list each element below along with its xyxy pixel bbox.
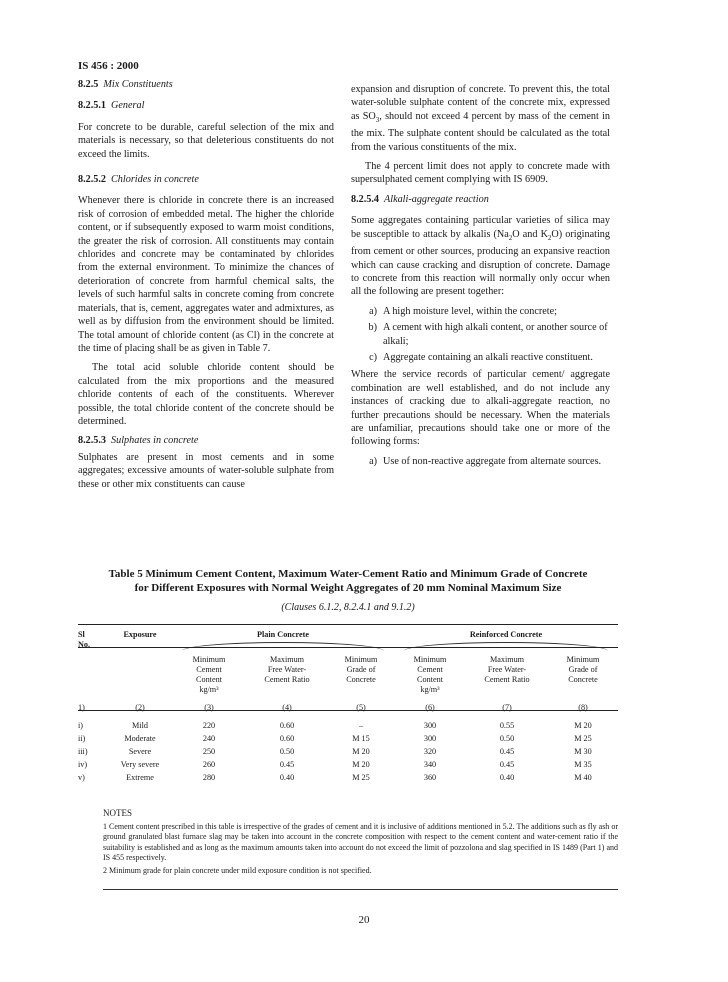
table-cell: M 20 <box>352 760 370 769</box>
table-cell: M 25 <box>352 773 370 782</box>
table-cell: Mild <box>132 721 148 730</box>
table-cell: 0.40 <box>279 773 295 782</box>
header-cell: Plain Concrete <box>172 630 394 651</box>
table-cell: Very severe <box>120 760 160 769</box>
table-cell: 0.45 <box>499 747 515 756</box>
table-cell: (5) <box>356 703 366 712</box>
table-cell: 260 <box>202 760 216 769</box>
table-cell: (6) <box>425 703 435 712</box>
table-bottom-rule <box>103 889 618 890</box>
header-cell: Reinforced Concrete <box>394 630 618 651</box>
table-cell: 0.40 <box>499 773 515 782</box>
table-cell: (4) <box>282 703 292 712</box>
table-cell: (2) <box>135 703 145 712</box>
table-cell: (3) <box>204 703 214 712</box>
table-cell: 0.45 <box>499 760 515 769</box>
table-cell: M 20 <box>574 721 592 730</box>
condition-list <box>351 305 610 365</box>
table-cell: 1) <box>78 703 85 712</box>
table-cell: Moderate <box>124 734 156 743</box>
header-cell: Maximum Free Water- Cement Ratio <box>264 655 310 684</box>
list-item: b) A cement with high alkali content, or another source of alkali; <box>368 322 608 347</box>
paragraph: The total acid soluble chloride content should be calculated from the mix proportions and the measured chloride contents of each of the constituents. Wherever possible, the total chloride content of the concrete should be determined. <box>78 362 334 427</box>
header-cell: Minimum Grade of Concrete <box>566 655 600 684</box>
table-cell: iii) <box>78 747 88 756</box>
precaution-list <box>351 455 610 468</box>
table-cell: 300 <box>423 721 437 730</box>
note-item: 2 Minimum grade for plain concrete under mild exposure condition is not specified. <box>103 865 372 875</box>
header-cell: Minimum Cement Content kg/m³ <box>192 655 226 694</box>
table-cell: M 40 <box>574 773 592 782</box>
table-cell: M 35 <box>574 760 592 769</box>
header-cell: Minimum Cement Content kg/m³ <box>413 655 447 694</box>
subheader-row <box>78 651 618 695</box>
table-cell: 360 <box>423 773 437 782</box>
list-item: a) Use of non-reactive aggregate from alternate sources. <box>369 455 602 467</box>
table-cell: ii) <box>78 734 86 743</box>
header-cell: Exposure <box>123 630 157 639</box>
header-cell: Sl No. <box>78 630 91 649</box>
paragraph: Some aggregates containing particular varieties of silica may be susceptible to attack by alkalis ($Na_2O$ and $K_2O$) originating from cement or other sources, producing an expansive reaction which can cause cracking and disruption of concrete. Damage to concrete from this reaction will normally only occur when all the following are present together: <box>351 215 610 298</box>
table-cell: M 20 <box>352 747 370 756</box>
table-cell: v) <box>78 773 85 782</box>
table-cell: 0.55 <box>499 721 515 730</box>
table-cell: 240 <box>202 734 216 743</box>
table-row <box>78 713 618 731</box>
table-cell: 0.60 <box>279 721 295 730</box>
table-cell: 0.50 <box>499 734 515 743</box>
table-cell: 0.60 <box>279 734 295 743</box>
table-5 <box>78 630 618 783</box>
table-cell: Extreme <box>126 773 154 782</box>
table-cell: Severe <box>128 747 152 756</box>
table-cell: 220 <box>202 721 216 730</box>
header-cell: Maximum Free Water- Cement Ratio <box>484 655 530 684</box>
table-cell: – <box>358 721 364 730</box>
table-row <box>78 757 618 770</box>
section-heading: 8.2.5 Mix Constituents <box>78 79 173 90</box>
table-cell: M 30 <box>574 747 592 756</box>
table-cell: (8) <box>578 703 588 712</box>
paragraph: Whenever there is chloride in concrete there is an increased risk of corrosion of embedded metal. The higher the chloride content, or if subsequently exposed to warm moist conditions, the greater the risk of corrosion. All constituents may contain chlorides and concrete may be contaminated by chlorides from the external environment. To minimize the chances of deterioration of concrete from harmful chemical salts, the levels of such harmful salts in concrete coming from concrete materials, that is, cement, aggregates water and admixtures, as well as by diffusion from the environment should be limited. The total amount of chloride content (as Cl) in the concrete at the time of placing shall be as given in Table 7. <box>78 195 334 354</box>
list-item: c) Aggregate containing an alkali reactive constituent. <box>369 351 593 363</box>
page-number: 20 <box>358 914 370 926</box>
table-cell: 0.50 <box>279 747 295 756</box>
standard-header: IS 456 : 2000 <box>78 60 139 72</box>
paragraph: Sulphates are present in most cements and in some aggregates; excessive amounts of water-soluble sulphate from these or other mix constituents can cause <box>78 451 334 490</box>
table-notes <box>103 808 618 879</box>
table-cell: iv) <box>78 760 88 769</box>
table-cell: (7) <box>502 703 512 712</box>
section-heading: 8.2.5.2 Chlorides in concrete <box>78 174 199 186</box>
notes-title: NOTES <box>103 808 132 818</box>
table-cell: 340 <box>423 760 437 769</box>
paragraph: expansion and disruption of concrete. To prevent this, the total water-soluble sulphate content of the concrete mix, expressed as $SO_3$, should not exceed 4 percent by mass of the cement in the mix. The sulphate content should be calculated as the total from the various constituents of the mix. <box>351 84 610 153</box>
table-top-rule <box>78 624 618 625</box>
note-item: 1 Cement content prescribed in this table is irrespective of the grades of cement and it is inclusive of additions mentioned in 5.2. The additions such as fly ash or ground granulated blast furnace slag may be taken into account in the concrete composition with respect to the cement content and water-cement ratio if the suitability is established and as long as the maximum amounts taken into account do not exceed the limit of pozzolona and slag specified in IS 1489 (Part 1) and IS 455 respectively. <box>103 821 618 863</box>
list-item: a) A high moisture level, within the concrete; <box>369 305 557 317</box>
table-cell: M 15 <box>352 734 370 743</box>
table-cell: 320 <box>423 747 437 756</box>
section-heading: 8.2.5.3 Sulphates in concrete <box>78 435 199 447</box>
header-cell: Minimum Grade of Concrete <box>344 655 378 684</box>
right-column <box>351 83 610 472</box>
table-cell: 0.45 <box>279 760 295 769</box>
table-cell: 300 <box>423 734 437 743</box>
paragraph: For concrete to be durable, careful selection of the mix and materials is necessary, so that deleterious constituents do not exceed the limits. <box>78 121 334 160</box>
table-cell: i) <box>78 721 84 730</box>
table-row <box>78 731 618 744</box>
paragraph: Where the service records of particular cement/ aggregate combination are well established, and do not include any instances of cracking due to alkali-aggregate reaction, no further precautions should be necessary. When the materials are unfamiliar, precautions should take one or more of the following forms: <box>351 369 610 448</box>
table-header-rule <box>78 647 618 648</box>
paragraph: The 4 percent limit does not apply to concrete made with supersulphated cement complying with IS 6909. <box>351 161 610 186</box>
section-heading: 8.2.5.1 General <box>78 100 145 112</box>
table-clauses: (Clauses 6.1.2, 8.2.4.1 and 9.1.2) <box>281 602 415 613</box>
table-caption: Table 5 Minimum Cement Content, Maximum Water-Cement Ratio and Minimum Grade of Concrete for Different Exposures with Normal Weight Aggregates of 20 mm Nominal Maximum Size <box>108 568 588 594</box>
table-cell: 250 <box>202 747 216 756</box>
table-cell: M 25 <box>574 734 592 743</box>
section-heading: 8.2.5.4 Alkali-aggregate reaction <box>351 193 489 205</box>
left-column <box>78 78 334 497</box>
table-cell: 280 <box>202 773 216 782</box>
table-row <box>78 744 618 757</box>
table-subheader-rule <box>78 710 618 711</box>
table-row <box>78 770 618 783</box>
